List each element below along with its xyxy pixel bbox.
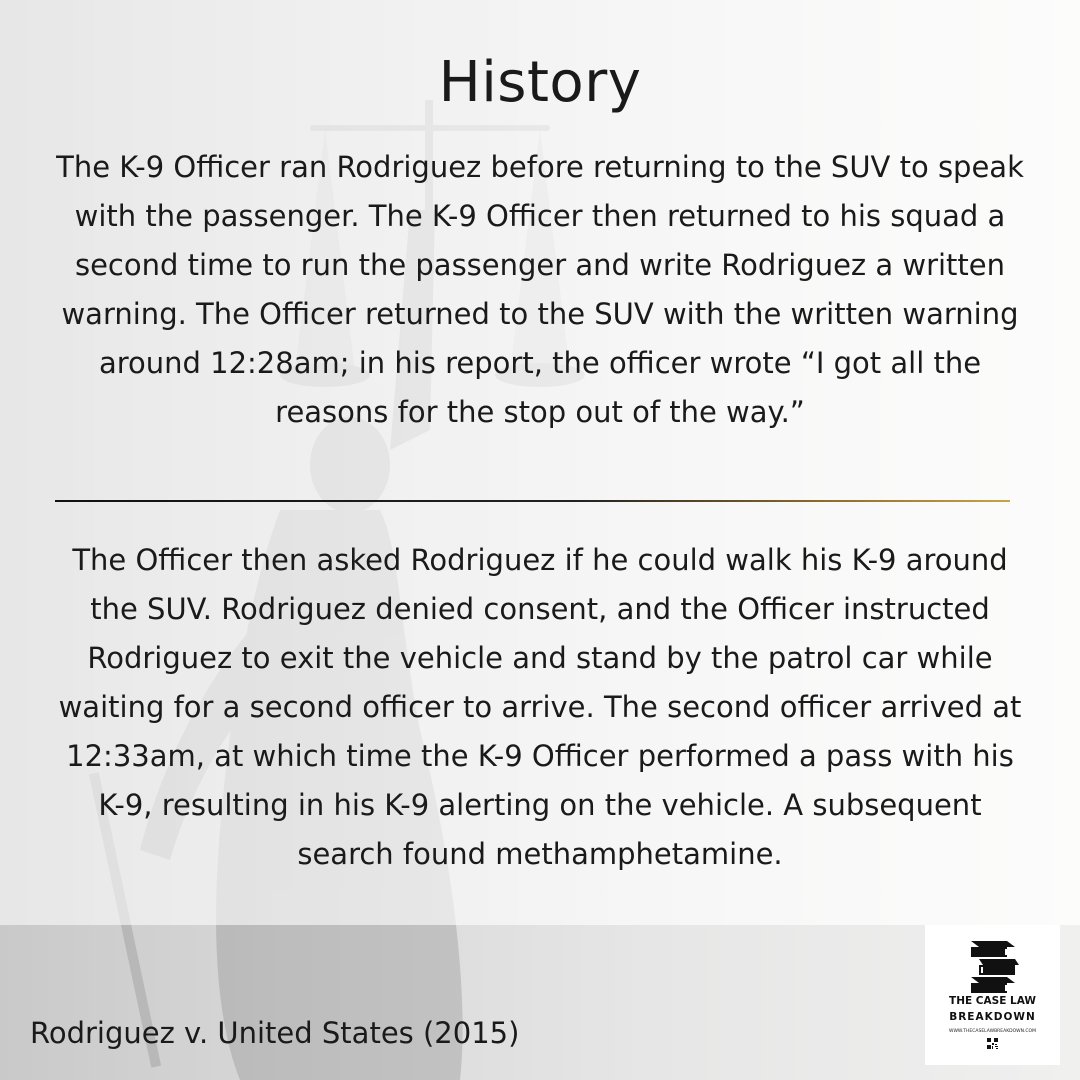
- case-citation: Rodriguez v. United States (2015): [30, 1016, 520, 1050]
- history-paragraph-1: The K-9 Officer ran Rodriguez before returning to the SUV to speak with the passenger. The K-9 Officer then returned to his squad a second time to run the passenger and write Rodriguez a written warning. The Officer returned to the SUV with the written warning around 12:28am; in his report, the officer wrote “I got all the reasons for the stop out of the way.”: [56, 150, 1024, 429]
- page-title: History: [438, 50, 642, 115]
- logo-url: WWW.THECASELAWBREAKDOWN.COM: [949, 1029, 1036, 1034]
- brand-logo: [925, 925, 1060, 1065]
- qr-code-icon: [987, 1038, 998, 1049]
- stacked-books-icon: [967, 937, 1019, 995]
- logo-text-line-2: BREAKDOWN: [949, 1011, 1036, 1023]
- section-divider: [55, 500, 1010, 502]
- logo-text-line-1: THE CASE LAW: [949, 995, 1036, 1007]
- history-paragraph-2: The Officer then asked Rodriguez if he could walk his K-9 around the SUV. Rodriguez denied consent, and the Officer instructed Rodriguez to exit the vehicle and stand by the patrol car while waiting for a second officer to arrive. The second officer arrived at 12:33am, at which time the K-9 Officer performed a pass with his K-9, resulting in his K-9 alerting on the vehicle. A subsequent search found methamphetamine.: [58, 543, 1022, 871]
